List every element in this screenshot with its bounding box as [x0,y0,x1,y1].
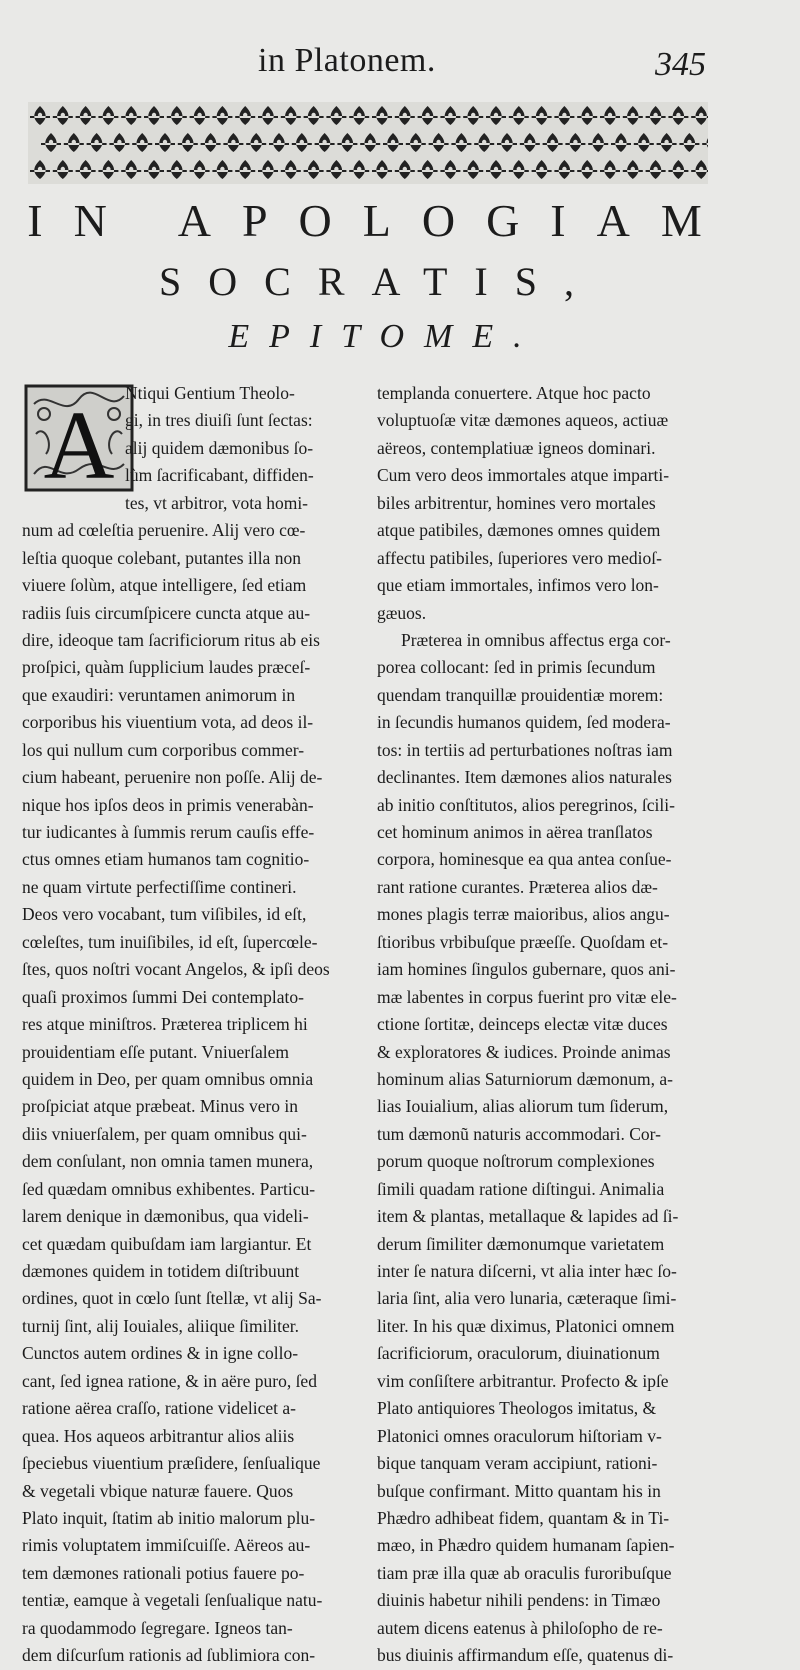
fleuron-dot [289,167,293,171]
fleuron-dot [152,113,156,117]
fleuron-dot [357,167,361,171]
left-text-column [22,380,354,1670]
fleuron-dot [163,140,167,144]
right-text-column [377,380,713,1670]
text-line: turnij ſint, alij Iouiales, aliique ſimiliter. [22,1315,300,1336]
fleuron-dot [653,167,657,171]
title-line-1: IN APOLOGIAM [27,195,733,246]
text-line: Ntiqui Gentium Theolo- [125,383,295,403]
text-line: Phædro adhibeat fidem, quantam & in Ti- [377,1507,670,1528]
text-line: inter ſe natura diſcerni, vt alia inter hæc ſo- [377,1261,677,1281]
fleuron-dot [345,140,349,144]
text-line: quaſi proximos ſummi Dei contemplato- [22,986,304,1007]
fleuron-dot [517,113,521,117]
fleuron-dot [699,113,703,117]
fleuron-dot [300,140,304,144]
text-line: tem dæmones rationali potius fauere po- [22,1562,305,1583]
text-line: quidem in Deo, per quam omnibus omnia [22,1068,314,1089]
fleuron-dot [266,113,270,117]
text-line: tos: in tertiis ad perturbationes noſtras iam [377,739,673,760]
fleuron-dot [357,113,361,117]
fleuron-dot [38,113,42,117]
fleuron-dot [528,140,532,144]
text-line: mæ labentes in corpus fuerint pro vitæ ele- [377,986,677,1007]
ornamental-headpiece [28,102,708,184]
text-line: diuinis habetur nihili pendens: in Timæo [377,1590,661,1611]
text-line: tiam præ illa quæ ab oraculis furoribuſque [377,1562,672,1583]
text-line: cium habeant, peruenire non poſſe. Alij de- [22,767,323,788]
text-line: Plato inquit, ſtatim ab initio malorum plu- [22,1507,316,1528]
text-line: autem dicens eatenus à philoſopho de re- [377,1617,663,1638]
text-line: in ſecundis humanos quidem, ſed modera- [377,712,671,733]
svg-text:A: A [43,392,115,492]
fleuron-dot [403,167,407,171]
text-line: bus diuinis affirmandum eſſe, quatenus di- [377,1645,674,1666]
fleuron-dot [311,167,315,171]
fleuron-dot [289,113,293,117]
fleuron-dot [562,167,566,171]
fleuron-dot [72,140,76,144]
fleuron-dot [140,140,144,144]
fleuron-dot [254,140,258,144]
text-line: Plato antiquiores Theologos imitatus, & [377,1398,657,1419]
fleuron-dot [699,167,703,171]
fleuron-dot [266,167,270,171]
text-line: declinantes. Item dæmones alios naturales [377,767,672,788]
text-line: & vegetali vbique naturæ fauere. Quos [22,1480,294,1501]
text-line: radiis ſuis circumſpicere cuncta atque au- [22,602,311,623]
fleuron-dot [106,113,110,117]
fleuron-dot [243,113,247,117]
text-line: dæmones quidem in totidem diſtribuunt [22,1261,300,1281]
fleuron-dot [368,140,372,144]
fleuron-dot [334,167,338,171]
fleuron-dot [334,113,338,117]
text-line: mæo, in Phædro quidem humanam ſapien- [377,1535,675,1556]
text-line: nique hos ipſos deos in primis venerabàn- [22,794,314,815]
text-line: ctus omnes etiam humanos tam cognitio- [22,849,310,870]
fleuron-dot [482,140,486,144]
fleuron-dot [631,113,635,117]
fleuron-dot [220,167,224,171]
fleuron-dot [539,113,543,117]
fleuron-dot [175,167,179,171]
text-line: biles arbitrentur, homines vero mortales [377,492,656,513]
text-line: corporibus his viuentium vota, ad deos il- [22,712,314,733]
fleuron-dot [61,113,65,117]
text-line: cet hominum animos in aërea tranſlatos [377,822,653,842]
fleuron-dot [653,113,657,117]
fleuron-dot [94,140,98,144]
text-line: affectu patibiles, ſuperiores vero medioſ- [377,547,662,568]
text-line: alij quidem dæmonibus ſo- [125,437,314,458]
text-line: Cunctos autem ordines & in igne collo- [22,1343,299,1364]
text-line: ordines, quot in cœlo ſunt ſtellæ, vt alij Sa- [22,1288,322,1309]
text-line: templanda conuertere. Atque hoc pacto [377,383,651,403]
text-line: proſpiciat atque præbeat. Minus vero in [22,1096,299,1117]
fleuron-dot [391,140,395,144]
fleuron-dot [436,140,440,144]
page-number: 345 [655,46,706,83]
text-line: proſpici, quàm ſupplicium laudes præceſ- [22,657,311,678]
fleuron-dot [459,140,463,144]
fleuron-dot [550,140,554,144]
text-line: atque patibiles, dæmones omnes quidem [377,520,661,541]
fleuron-dot [83,167,87,171]
text-line: corpora, hominesque ea qua antea conſue- [377,849,672,870]
fleuron-dot [494,167,498,171]
fleuron-dot [448,113,452,117]
text-line: dem diſcurſum rationis ad ſublimiora con- [22,1645,316,1666]
fleuron-dot [517,167,521,171]
text-line: Præterea in omnibus affectus erga cor- [401,629,671,650]
text-line: ſimili quadam ratione diſtingui. Animalia [377,1178,665,1199]
text-line: rimis voluptatem immiſcuiſſe. Aëreos au- [22,1535,311,1556]
fleuron-dot [61,167,65,171]
text-line: ctione ſortitæ, deinceps electæ vitæ duces [377,1014,668,1035]
text-line: & exploratores & iudices. Proinde animas [377,1041,671,1062]
text-line: tum dæmonũ naturis accommodari. Cor- [377,1123,661,1144]
text-line: lùm ſacrificabant, diffiden- [125,465,314,486]
text-line: lias Iouialium, alias aliorum tum ſiderum, [377,1096,669,1117]
text-line: hominum alias Saturniorum dæmonum, a- [377,1068,674,1089]
fleuron-dot [220,113,224,117]
text-line: cant, ſed ignea ratione, & in aëre puro, ſed [22,1370,317,1391]
fleuron-dot [243,167,247,171]
text-line: tes, vt arbitror, vota homi- [125,492,309,513]
text-line: cet quædam quibuſdam iam largiantur. Et [22,1233,312,1254]
fleuron-dot [83,113,87,117]
fleuron-dot [471,167,475,171]
text-line: quendam tranquillæ prouidentiæ morem: [377,684,664,705]
fleuron-dot [505,140,509,144]
text-line: num ad cœleſtia peruenire. Alij vero cœ- [22,520,306,541]
title-line-3: EPITOME. [228,318,542,355]
fleuron-dot [277,140,281,144]
text-line: ſpeciebus viuentium præſidere, ſenſualique [22,1453,321,1474]
running-title: in Platonem. [258,42,436,79]
text-line: ratione aërea craſſo, ratione videlicet a- [22,1398,297,1419]
text-line: bique tanquam veram accipiunt, rationi- [377,1453,658,1474]
title-line-2: SOCRATIS, [159,259,601,304]
fleuron-dot [49,140,53,144]
text-line: porum quoque noſtrorum complexiones [377,1151,655,1172]
text-line: item & plantas, metallaque & lapides ad ſi- [377,1206,679,1227]
fleuron-dot [403,113,407,117]
text-line: dire, ideoque tam ſacrificiorum ritus ab eis [22,629,320,650]
fleuron-dot [676,167,680,171]
text-line: gi, in tres diuiſi ſunt ſectas: [125,410,313,431]
text-line: buſque confirmant. Mitto quantam his in [377,1480,661,1501]
text-line: vim conſiſtere arbitrantur. Profecto & ipſe [377,1370,669,1391]
text-line: liter. In his quæ diximus, Platonici omnem [377,1315,675,1336]
running-head [0,34,800,84]
text-line: los qui nullum cum corporibus commer- [22,739,305,760]
text-line: larem denique in dæmonibus, qua videli- [22,1206,309,1227]
text-line: iam homines ſingulos gubernare, quos ani- [377,959,676,980]
fleuron-dot [175,113,179,117]
text-line: dem conſulant, non omnia tamen munera, [22,1151,314,1172]
text-line: prouidentiam eſſe putant. Vniuerſalem [22,1041,289,1062]
text-line: res atque miniſtros. Præterea triplicem hi [22,1014,308,1035]
fleuron-dot [471,113,475,117]
fleuron-dot [539,167,543,171]
text-line: porea collocant: ſed in primis ſecundum [377,657,656,678]
fleuron-dot [197,113,201,117]
text-line: ſtes, quos noſtri vocant Angelos, & ipſi deos [22,959,330,980]
fleuron-dot [106,167,110,171]
fleuron-dot [380,167,384,171]
fleuron-dot [585,167,589,171]
fleuron-dot [129,167,133,171]
fleuron-dot [38,167,42,171]
fleuron-dot [322,140,326,144]
fleuron-dot [619,140,623,144]
fleuron-dot [380,113,384,117]
text-line: que exaudiri: veruntamen animorum in [22,684,296,705]
fleuron-dot [687,140,691,144]
text-line: ab initio conſtitutos, alios peregrinos, ſcili- [377,794,675,815]
fleuron-dot [494,113,498,117]
fleuron-dot [664,140,668,144]
text-line: Cum vero deos immortales atque imparti- [377,465,670,486]
text-line: tur iudicantes à ſummis rerum cauſis effe- [22,822,315,842]
fleuron-dot [596,140,600,144]
text-line: leſtia quoque colebant, putantes illa non [22,547,301,568]
fleuron-dot [117,140,121,144]
text-line: Platonici omnes oraculorum hiſtoriam v- [377,1425,662,1446]
fleuron-dot [129,113,133,117]
text-line: ne quam virtute perfectiſſime contineri. [22,876,297,897]
text-line: ra quodammodo ſegregare. Igneos tan- [22,1617,293,1638]
fleuron-dot [197,167,201,171]
text-line: diis vniuerſalem, per quam omnibus qui- [22,1123,307,1144]
text-line: aëreos, contemplatiuæ igneos dominari. [377,437,656,458]
fleuron-dot [631,167,635,171]
fleuron-dot [573,140,577,144]
text-line: tentiæ, eamque à vegetali ſenſualique natu- [22,1590,323,1611]
text-line: rant ratione curantes. Præterea alios dæ- [377,876,658,897]
fleuron-dot [208,140,212,144]
fleuron-dot [425,113,429,117]
fleuron-dot [642,140,646,144]
text-line: voluptuoſæ vitæ dæmones aqueos, actiuæ [377,410,669,431]
fleuron-dot [448,167,452,171]
fleuron-dot [585,113,589,117]
text-line: ſed quædam omnibus exhibentes. Particu- [22,1178,316,1199]
fleuron-dot [311,113,315,117]
fleuron-dot [186,140,190,144]
text-line: derum ſimiliter dæmonumque varietatem [377,1233,665,1254]
text-line: mones plagis terræ maioribus, alios angu- [377,904,670,925]
text-line: Deos vero vocabant, tum viſibiles, id eſt, [22,904,307,925]
text-line: ſtioribus vrbibuſque præeſſe. Quoſdam et- [377,931,669,952]
fleuron-dot [231,140,235,144]
fleuron-dot [152,167,156,171]
fleuron-dot [608,167,612,171]
fleuron-dot [414,140,418,144]
text-line: viuere ſolùm, atque intelligere, ſed etiam [22,575,307,596]
text-line: ſacrificiorum, oraculorum, diuinationum [377,1343,660,1364]
fleuron-dot [608,113,612,117]
text-line: laria ſint, alia vero lunaria, cæteraque ſimi- [377,1288,677,1309]
text-line: quea. Hos aqueos arbitrantur alios aliis [22,1425,295,1446]
fleuron-dot [676,113,680,117]
fleuron-dot [425,167,429,171]
text-line: gæuos. [377,602,427,623]
text-line: cœleſtes, tum inuiſibiles, id eſt, ſupercœle- [22,931,318,952]
fleuron-dot [562,113,566,117]
text-line: que etiam immortales, infimos vero lon- [377,575,659,596]
